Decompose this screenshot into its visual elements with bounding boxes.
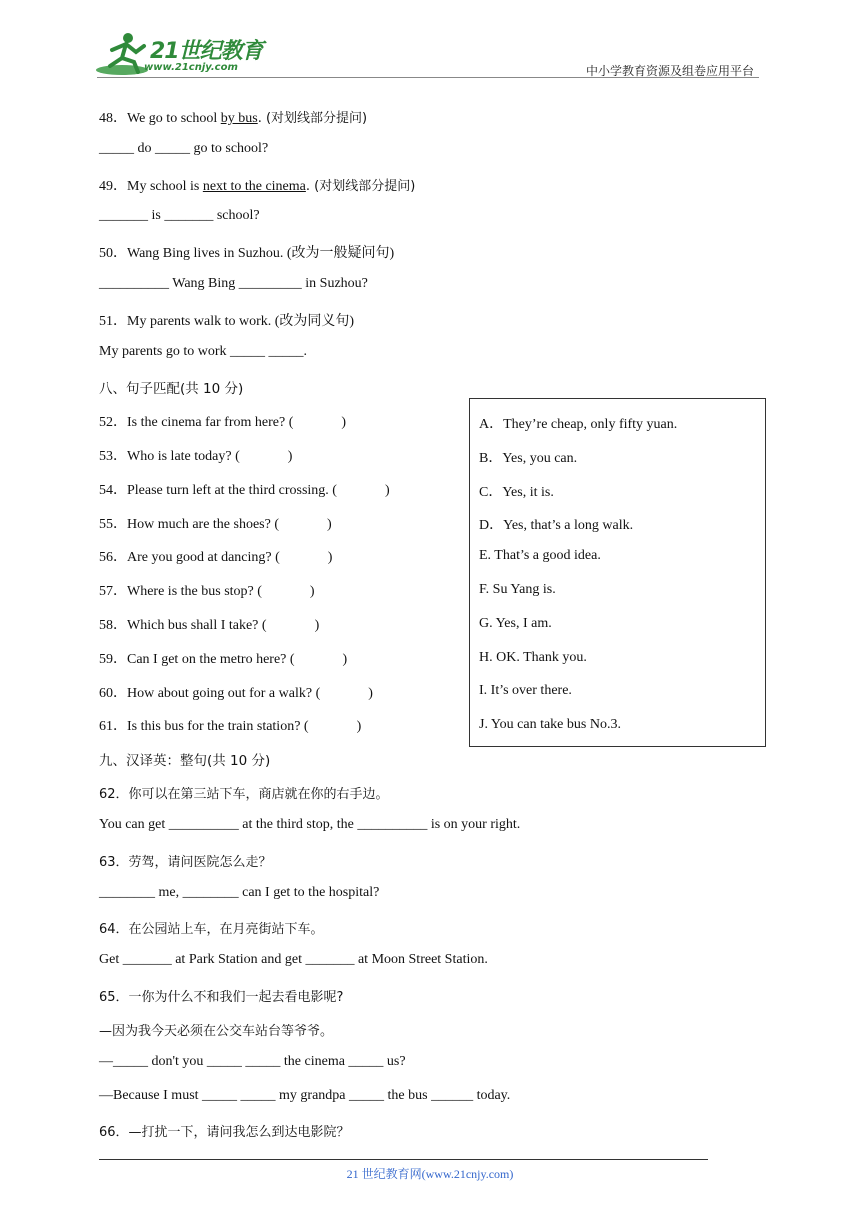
option-item: H. OK. Thank you.	[479, 650, 587, 665]
answer-63: ________ me, ________ can I get to the hospital?	[99, 885, 380, 900]
match-question: 54．Please turn left at the third crossing. ( )	[99, 483, 390, 498]
match-question: 60．How about going out for a walk? ( )	[99, 686, 373, 701]
underlined-phrase: by bus	[220, 111, 258, 126]
answer-50: __________ Wang Bing _________ in Suzhou?	[99, 276, 368, 291]
logo-text: 21世纪教育	[150, 39, 263, 64]
option-item: F. Su Yang is.	[479, 582, 556, 597]
answer-48: _____ do _____ go to school?	[99, 141, 269, 156]
logo-url: www.21cnjy.com	[144, 62, 238, 73]
answer-51: My parents go to work _____ _____.	[99, 344, 308, 359]
answer-62: You can get __________ at the third stop, the __________ is on your right.	[99, 817, 521, 832]
answer-options-box	[469, 398, 766, 747]
match-question: 52．Is the cinema far from here? ( )	[99, 415, 347, 430]
option-item: D．Yes, that’s a long walk.	[479, 518, 634, 533]
answer-65-line-2: —Because I must _____ _____ my grandpa _____ the bus ______ today.	[99, 1088, 511, 1103]
underlined-phrase: next to the cinema	[202, 179, 306, 194]
section-8-heading: 八、句子匹配(共 10 分)	[99, 381, 244, 397]
match-question: 59．Can I get on the metro here? ( )	[99, 652, 348, 667]
match-question: 56．Are you good at dancing? ( )	[99, 550, 333, 565]
match-question: 55．How much are the shoes? ( )	[99, 517, 332, 532]
footer-divider	[99, 1159, 708, 1160]
option-item: I. It’s over there.	[479, 683, 572, 698]
page-header	[0, 0, 860, 80]
question-64: 64．在公园站上车，在月亮街站下车。	[99, 922, 324, 937]
match-question: 57．Where is the bus stop? ( )	[99, 584, 315, 599]
option-item: B．Yes, you can.	[479, 451, 578, 466]
question-65-reply: —因为我今天必须在公交车站台等爷爷。	[99, 1024, 334, 1039]
option-item: E. That’s a good idea.	[479, 548, 601, 563]
header-divider	[97, 77, 759, 78]
option-item: G. Yes, I am.	[479, 616, 552, 631]
question-62: 62．你可以在第三站下车，商店就在你的右手边。	[99, 787, 389, 802]
question-49: 49．My school is next to the cinema. (对划线部分提问)	[99, 179, 416, 194]
option-item: J. You can take bus No.3.	[479, 717, 621, 732]
answer-49: _______ is _______ school?	[99, 208, 260, 223]
question-66: 66．—打扰一下，请问我怎么到达电影院？	[99, 1125, 350, 1140]
option-item: C．Yes, it is.	[479, 485, 554, 500]
footer-link[interactable]: 21 世纪教育网(www.21cnjy.com)	[346, 1167, 514, 1181]
match-question: 58．Which bus shall I take? ( )	[99, 618, 320, 633]
header-platform-name: 中小学教育资源及组卷应用平台	[585, 64, 754, 78]
answer-65-line-1: —_____ don't you _____ _____ the cinema _____ us?	[99, 1054, 406, 1069]
question-51: 51．My parents walk to work. (改为同义句)	[99, 314, 355, 329]
question-63: 63．劳驾，请问医院怎么走？	[99, 855, 272, 870]
section-9-heading: 九、汉译英：整句(共 10 分)	[99, 753, 271, 769]
match-question: 61．Is this bus for the train station? ( )	[99, 719, 362, 734]
question-50: 50．Wang Bing lives in Suzhou. (改为一般疑问句)	[99, 246, 395, 261]
question-48: 48．We go to school by bus. (对划线部分提问)	[99, 111, 368, 126]
match-question: 53．Who is late today? ( )	[99, 449, 293, 464]
question-65: 65．一你为什么不和我们一起去看电影呢?	[99, 990, 344, 1005]
answer-64: Get _______ at Park Station and get _______ at Moon Street Station.	[99, 952, 488, 967]
option-item: A．They’re cheap, only fifty yuan.	[479, 417, 678, 432]
